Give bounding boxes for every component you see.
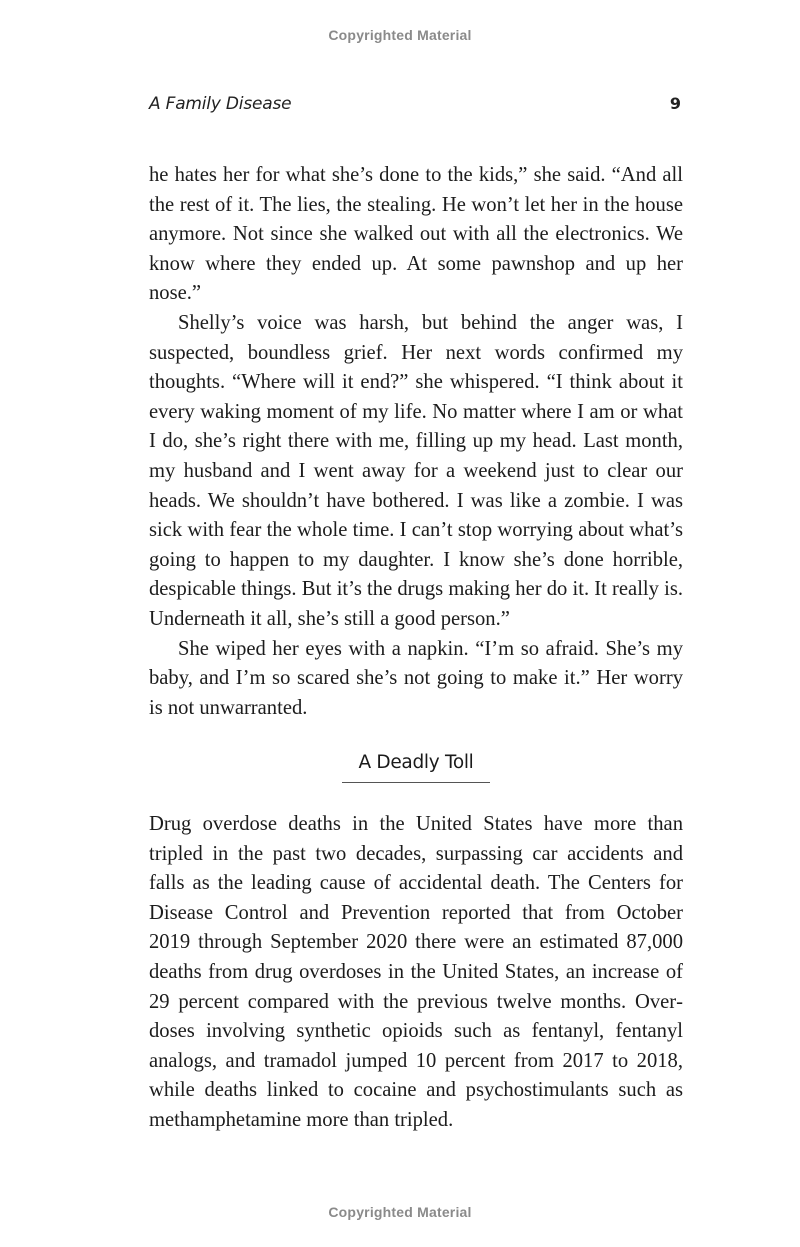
section-heading [0, 752, 800, 773]
section-body-text [149, 810, 683, 1136]
paragraph: Shelly’s voice was harsh, but behind the anger was, I suspected, boundless grief. Her next words confirmed my thoughts. “Where will it end?” she whispered. “I think about it every waking moment of my life. No matter where I am or what I do, she’s right there with me, filling up my head. Last month, my husband and I went away for a weekend just to clear our heads. We shouldn’t have bothered. I was like a zombie. I was sick with fear the whole time. I can’t stop worrying about what’s going to happen to my daughter. I know she’s done horrible, despicable things. But it’s the drugs making her do it. It really is. Underneath it all, she’s still a good person.” [149, 311, 683, 630]
copyright-watermark-bottom: Copyrighted Material [328, 1204, 472, 1220]
running-head [149, 94, 683, 118]
copyright-watermark-top: Copyrighted Material [328, 27, 472, 43]
chapter-title: A Family Disease [149, 94, 292, 114]
body-text-before-section [149, 161, 683, 723]
paragraph-continuation: he hates her for what she’s done to the kids,” she said. “And all the rest of it. The lies, the stealing. He won’t let her in the house anymore. Not since she walked out with all the electronics. We know where they ended up. At some pawnshop and up her nose.” [149, 164, 683, 305]
section-heading-text: A Deadly Toll [358, 752, 474, 773]
paragraph: She wiped her eyes with a napkin. “I’m so afraid. She’s my baby, and I’m so scared she’s not going to make it.” Her worry is not unwarranted. [149, 637, 683, 719]
page-number: 9 [669, 94, 681, 113]
paragraph: Drug overdose deaths in the United States have more than tripled in the past two decades, surpassing car accidents and falls as the leading cause of accidental death. The Centers for Disease Control and Prevention reported that from October 2019 through September 2020 there were an estimated 87,000 deaths from drug overdoses in the United States, an increase of 29 percent compared with the previous twelve months. Overdoses involving synthetic opioids such as fentanyl, fentanyl analogs, and tramadol jumped 10 percent from 2017 to 2018, while deaths linked to cocaine and psychostimulants such as methamphetamine more than tripled. [149, 813, 683, 1131]
section-heading-underline [342, 782, 490, 783]
